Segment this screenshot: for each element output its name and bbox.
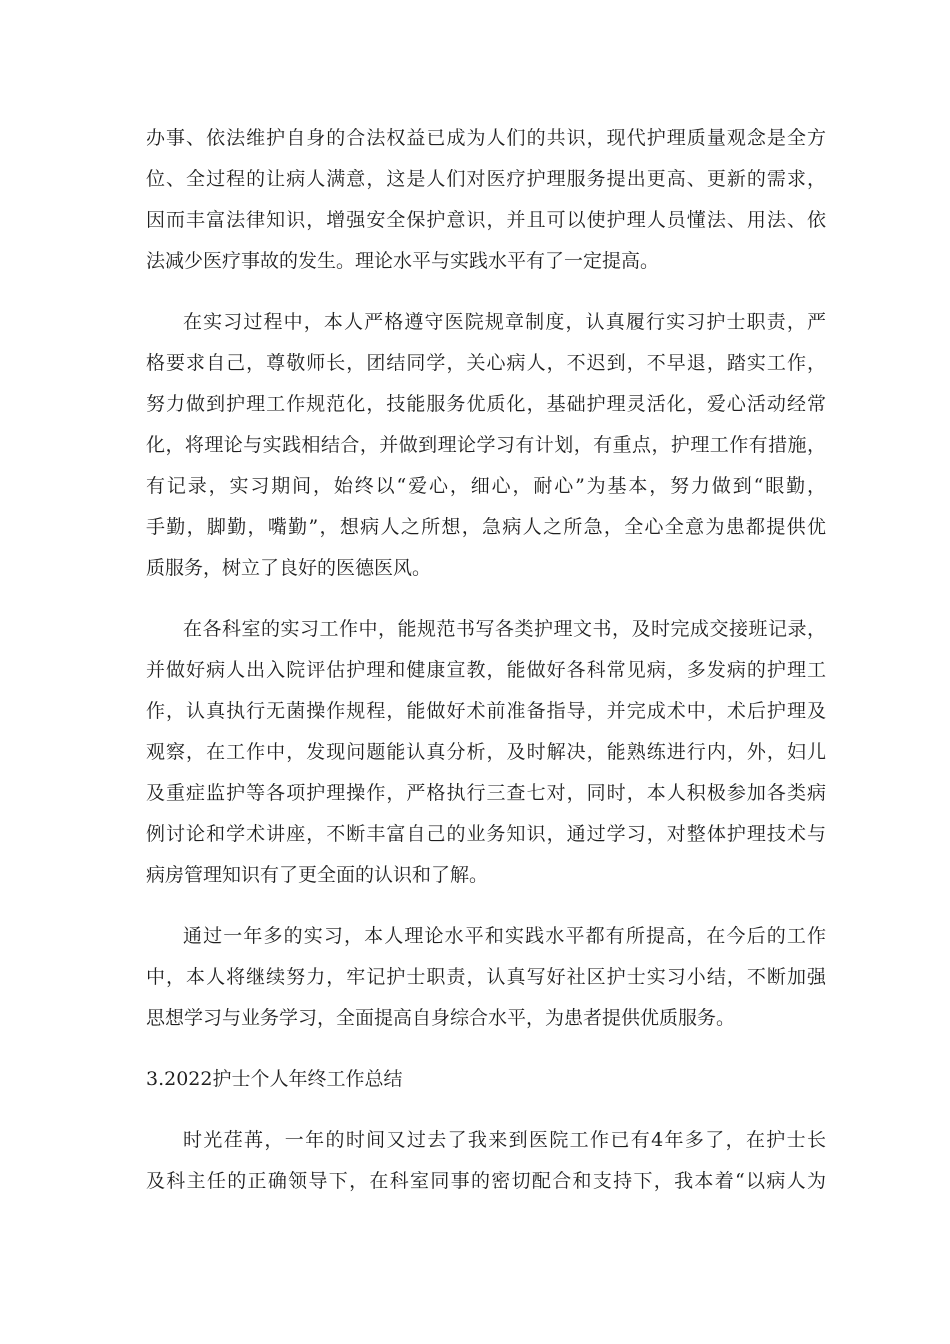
paragraph-line: 思想学习与业务学习，全面提高自身综合水平，为患者提供优质服务。	[146, 1007, 736, 1029]
paragraph-line: 手勤，脚勤，嘴勤”，想病人之所想，急病人之所急，全心全意为患都提供优	[146, 516, 826, 538]
paragraph-line: 格要求自己，尊敬师长，团结同学，关心病人，不迟到，不早退，踏实工作，	[146, 352, 826, 374]
paragraph-line: 作，认真执行无菌操作规程，能做好术前准备指导，并完成术中，术后护理及	[146, 700, 826, 722]
paragraph-line: 及重症监护等各项护理操作，严格执行三查七对，同时，本人积极参加各类病	[146, 782, 826, 804]
paragraph-line: 位、全过程的让病人满意，这是人们对医疗护理服务提出更高、更新的需求，	[146, 168, 826, 190]
paragraph-line: 法减少医疗事故的发生。理论水平与实践水平有了一定提高。	[146, 250, 660, 272]
paragraph-line: 质服务，树立了良好的医德医风。	[146, 557, 432, 579]
paragraph-line: 观察，在工作中，发现问题能认真分析，及时解决，能熟练进行内，外，妇儿	[146, 741, 826, 763]
paragraph-line: 努力做到护理工作规范化，技能服务优质化，基础护理灵活化，爱心活动经常	[146, 393, 826, 415]
paragraph-line: 中，本人将继续努力，牢记护士职责，认真写好社区护士实习小结，不断加强	[146, 966, 826, 988]
paragraph-line: 有记录，实习期间，始终以“爱心，细心，耐心”为基本，努力做到“眼勤，	[146, 475, 826, 497]
paragraph-line: 化，将理论与实践相结合，并做到理论学习有计划，有重点，护理工作有措施，	[146, 434, 826, 456]
paragraph-line: 在各科室的实习工作中，能规范书写各类护理文书，及时完成交接班记录，	[183, 618, 826, 640]
paragraph-line: 病房管理知识有了更全面的认识和了解。	[146, 864, 489, 886]
paragraph-line: 及科主任的正确领导下，在科室同事的密切配合和支持下，我本着“以病人为	[146, 1170, 826, 1192]
section-heading: 3.2022护士个人年终工作总结	[146, 1068, 403, 1090]
paragraph-line: 因而丰富法律知识，增强安全保护意识，并且可以使护理人员懂法、用法、依	[146, 209, 826, 231]
paragraph-line: 通过一年多的实习，本人理论水平和实践水平都有所提高，在今后的工作	[183, 925, 826, 947]
paragraph-line: 办事、依法维护自身的合法权益已成为人们的共识，现代护理质量观念是全方	[146, 127, 826, 149]
paragraph-line: 并做好病人出入院评估护理和健康宣教，能做好各科常见病，多发病的护理工	[146, 659, 826, 681]
paragraph-line: 例讨论和学术讲座，不断丰富自己的业务知识，通过学习，对整体护理技术与	[146, 823, 826, 845]
paragraph-line: 时光荏苒，一年的时间又过去了我来到医院工作已有4年多了，在护士长	[183, 1129, 826, 1151]
paragraph-line: 在实习过程中，本人严格遵守医院规章制度，认真履行实习护士职责，严	[183, 311, 826, 333]
